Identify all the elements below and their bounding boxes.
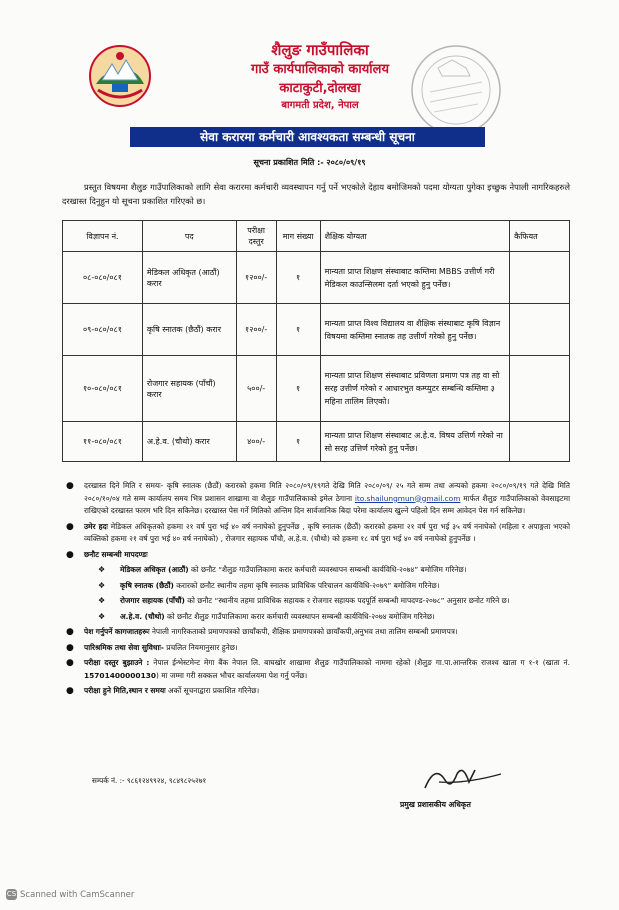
office-name: गाउँ कार्यपालिकाको कार्यालय xyxy=(251,62,389,77)
signatory-title: प्रमुख प्रशासकीय अधिकृत xyxy=(400,800,471,809)
fee-cell: १२००/- xyxy=(236,252,276,304)
table-row xyxy=(63,356,570,422)
camscanner-logo-icon: CS xyxy=(6,890,17,898)
office-location: काटाकुटी,दोलखा xyxy=(279,81,361,96)
selection-post-text: करारको छनौट स्थानीय तहमा कृषि स्नातक प्राविधिक परिचालन कार्यविधि-२०७९” बमोजिम गरिनेछ। xyxy=(176,580,440,590)
documents-note xyxy=(62,626,570,639)
count-cell: १ xyxy=(276,422,320,462)
col-header-remark: कैफियत xyxy=(510,221,570,252)
qualification-cell: मान्यता प्राप्त विश्व विद्यालय वा शैक्षिक संस्थाबाट कृषि विज्ञान विषयमा कम्तिमा स्नातक तह उत्तीर्ण गरेको हुनु पर्नेछ। xyxy=(320,304,510,356)
fee-text: नेपाल ईन्भेस्टमेन्ट मेगा बैंक नेपाल लि. बाघखोर शाखामा शैलुङ गाउँपालिकाको नाममा रहेको (शैलुङ गा.पा.आन्तरिक राजश्व खाता ग १-१ (खाता नं. xyxy=(153,658,570,667)
publication-date: सूचना प्रकाशित मिति :- २०८०/०९/१९ xyxy=(253,158,366,167)
salary-text: प्रचलित नियमानुसार हुनेछ। xyxy=(166,642,238,652)
selection-item xyxy=(62,580,570,593)
post-cell: रोजगार सहायक (पाँचौं) करार xyxy=(142,356,236,422)
selection-post-label: कृषि स्नातक (छैठौं) xyxy=(120,580,174,590)
age-text: मेडिकल अधिकृतको हकमा २१ वर्ष पुरा भई ४० वर्ष ननाघेको हुनुपर्नेछ , कृषि स्नातक (छैठौं) करारको हकमा २१ वर्ष पुरा भई ३५ वर्ष ननाघेको (महिला र अपाङ्गता भएको व्यक्तिको हकमा २१ वर्ष पुरा भई ४० वर्ष ननाघेको) , रोजगार सहायक पाँचौ, अ.हे.व. (चौथो) को हकमा १८ वर्ष पुरा भई ४० वर्ष ननाघेको हुनुपर्नेछ । xyxy=(84,521,570,543)
table-row xyxy=(63,422,570,462)
deadline-note xyxy=(62,480,570,518)
exam-text: अर्को सूचनाद्वारा प्रकाशित गरिनेछ। xyxy=(167,686,260,695)
table-row xyxy=(63,252,570,304)
col-header-qualification: शैक्षिक योग्यता xyxy=(320,221,510,252)
ad-no-cell: ०९-०८०/०८१ xyxy=(63,304,143,356)
deadline-text-b: मार्फत शैलुङ गाउँपालिकाको वेवसाइटमा राखिएको दरखास्त फारम भरि दिन सकिनेछ। दरखास्त पेस गर्ने मितिको अन्तिम दिन सार्वजानिक बिदा परेमा कार्यालय खुल्ने पहिलो दिन सम्म आवेदन पेस गर्न सकिनेछ। xyxy=(84,493,570,515)
col-header-count: माग संख्या xyxy=(276,221,320,252)
exam-date-note xyxy=(62,685,570,698)
bank-account-number: 15701400000130 xyxy=(84,670,156,680)
notice-terms xyxy=(62,480,570,701)
contact-numbers: सम्पर्क नं. :- ९८६१२४९९२४, ९८४९८२५२७१ xyxy=(92,776,207,785)
bullet-icon: ● xyxy=(66,521,74,532)
selection-post-text: को छनौट शैलुङ गाउँपालिकामा करार कर्मचारी व्यवस्थापन सम्बन्धी कार्यविधि-२०७४ बमोजिम गरिनेछ। xyxy=(167,611,435,621)
col-header-fee: परीक्षा दस्तुर xyxy=(236,221,276,252)
province-name: बागमती प्रदेश, नेपाल xyxy=(281,100,359,111)
fee-label: परीक्षा दस्तुर बुझाउने : xyxy=(84,658,150,667)
ad-no-cell: ११-०८०/०८१ xyxy=(63,422,143,462)
selection-post-text: को छनौट “स्थानीय तहमा प्राविधिक सहायक र रोजगार सहायक पदपूर्ति सम्बन्धी मापदण्ड-२०७८” अनुसार छनोट गरिने छ। xyxy=(187,596,510,605)
selection-post-label: मेडिकल अधिकृत (आठौं) xyxy=(120,565,189,574)
count-cell: १ xyxy=(276,252,320,304)
qualification-cell: मान्यता प्राप्त शिक्षण संस्थाबाट प्रविणता प्रमाण पत्र तह वा सो सरह उत्तीर्ण गरेको र आधारभुत कम्प्युटर सम्बन्धि कम्तिमा ३ महिना तालिम लिएको। xyxy=(320,356,510,422)
post-cell: मेडिकल अधिकृत (आठौं) करार xyxy=(142,252,236,304)
fee-text-end: ) मा जम्मा गरी सक्कल भौचर कार्यालयमा पेश गर्नु पर्नेछ। xyxy=(156,670,308,680)
qualification-cell: मान्यता प्राप्त शिक्षण संस्थाबाट अ.हे.व. विषय उत्तिर्ण गरेको ना सो सरह उत्तिर्ण गरेको हुनु पर्नेछ। xyxy=(320,422,510,462)
count-cell: १ xyxy=(276,304,320,356)
bullet-icon: ● xyxy=(66,642,74,653)
bullet-icon: ● xyxy=(66,686,74,696)
diamond-bullet-icon: ❖ xyxy=(98,596,106,605)
intro-paragraph: प्रस्तुत विषयमा शैलुङ गाउँपालिकाको लागि सेवा करारमा कर्मचारी व्यवस्थापन गर्नु पर्ने भएकोले देहाय बमोजिमको पदमा योग्यता पुगेका इच्छुक नेपाली नागरिकहरुले दरखास्त दिनुहुन यो सूचना प्रकाशित गरिएको छ। xyxy=(62,182,570,206)
age-limit-note xyxy=(62,521,570,546)
salary-label: पारिश्रमिक तथा सेवा सुविधाः- xyxy=(84,642,164,652)
nepal-emblem-icon xyxy=(88,44,152,108)
qualification-cell: मान्यता प्राप्त शिक्षण संस्थाबाट कम्तिमा MBBS उत्तीर्ण गरी मेडिकल काउन्सिलमा दर्ता भएको हुनु पर्नेछ। xyxy=(320,252,510,304)
bullet-icon: ● xyxy=(66,549,74,560)
deadline-text-a: दरखास्त दिने मिति र समयः- कृषि स्नातक (छैठौं) करारको हकमा मिति २०८०/०९/१९गते देखि मिति २०८०/०९/ २५ गते सम्म तथा अन्यको हकमा २०८०/०९/१९ गते देखि मिति २०८०/१०/०४ गते सम्म कार्यालय समय भित्र प्रशासन शाखामा वा शैलुङ गाउँपालिकाको इमेल ठेगाना xyxy=(84,481,570,503)
documents-label: पेश गर्नुपर्ने कागजातहरूः xyxy=(84,627,150,636)
count-cell: १ xyxy=(276,356,320,422)
vacancy-table xyxy=(62,220,570,462)
office-seal-stamp xyxy=(408,42,504,138)
selection-heading: छनौट सम्बन्धी मापदण्डः xyxy=(84,549,148,559)
selection-item xyxy=(62,564,570,577)
col-header-post: पद xyxy=(142,221,236,252)
selection-post-label: रोजगार सहायक (पाँचौं) xyxy=(120,596,185,605)
fee-cell: ५००/- xyxy=(236,356,276,422)
exam-label: परीक्षा हुने मिति,स्थान र समयः xyxy=(84,686,166,695)
selection-item xyxy=(62,611,570,624)
diamond-bullet-icon: ❖ xyxy=(98,611,106,621)
fee-payment-note xyxy=(62,657,570,682)
bullet-icon: ● xyxy=(66,481,74,491)
remark-cell xyxy=(510,304,570,356)
scanner-text: Scanned with CamScanner xyxy=(20,890,135,900)
diamond-bullet-icon: ❖ xyxy=(98,580,106,590)
ad-no-cell: ०८-०८०/०८१ xyxy=(63,252,143,304)
selection-post-label: अ.हे.व. (चौथो) xyxy=(120,611,165,621)
post-cell: कृषि स्नातक (छैठौं) करार xyxy=(142,304,236,356)
table-row xyxy=(63,304,570,356)
scanner-watermark xyxy=(6,889,134,900)
selection-item xyxy=(62,595,570,608)
age-label: उमेर हदः xyxy=(84,521,108,531)
notice-title-banner: सेवा करारमा कर्मचारी आवश्यकता सम्बन्धी सूचना xyxy=(130,127,485,147)
bullet-icon: ● xyxy=(66,627,74,637)
post-cell: अ.हे.व. (चौथो) करार xyxy=(142,422,236,462)
ad-no-cell: १०-०८०/०८१ xyxy=(63,356,143,422)
diamond-bullet-icon: ❖ xyxy=(98,565,106,574)
remark-cell xyxy=(510,356,570,422)
municipality-name: शैलुङ गाउँपालिका xyxy=(271,41,369,59)
table-header-row xyxy=(63,221,570,252)
bullet-icon: ● xyxy=(66,658,74,668)
selection-criteria-note xyxy=(62,549,570,562)
salary-note xyxy=(62,642,570,655)
col-header-ad-no: विज्ञापन नं. xyxy=(63,221,143,252)
remark-cell xyxy=(510,252,570,304)
email-link[interactable]: ito.shailungmun@gmail.com xyxy=(354,493,461,503)
fee-cell: ४००/- xyxy=(236,422,276,462)
documents-text: नेपाली नागरिकताको प्रमाणपत्रको छायाँकपी, शैक्षिक प्रमाणपत्रको छायाँकपी,अनुभव तथा तालिम सम्बन्धी प्रमाणपत्र। xyxy=(151,627,458,636)
remark-cell xyxy=(510,422,570,462)
fee-cell: १२००/- xyxy=(236,304,276,356)
officer-signature xyxy=(405,760,535,796)
selection-post-text: को छनौट “शैलुङ गाउँपालिकामा करार कर्मचारी व्यवस्थापन सम्बन्धी कार्यविधि-२०७४” बमोजिम गरिनेछ। xyxy=(191,565,467,574)
